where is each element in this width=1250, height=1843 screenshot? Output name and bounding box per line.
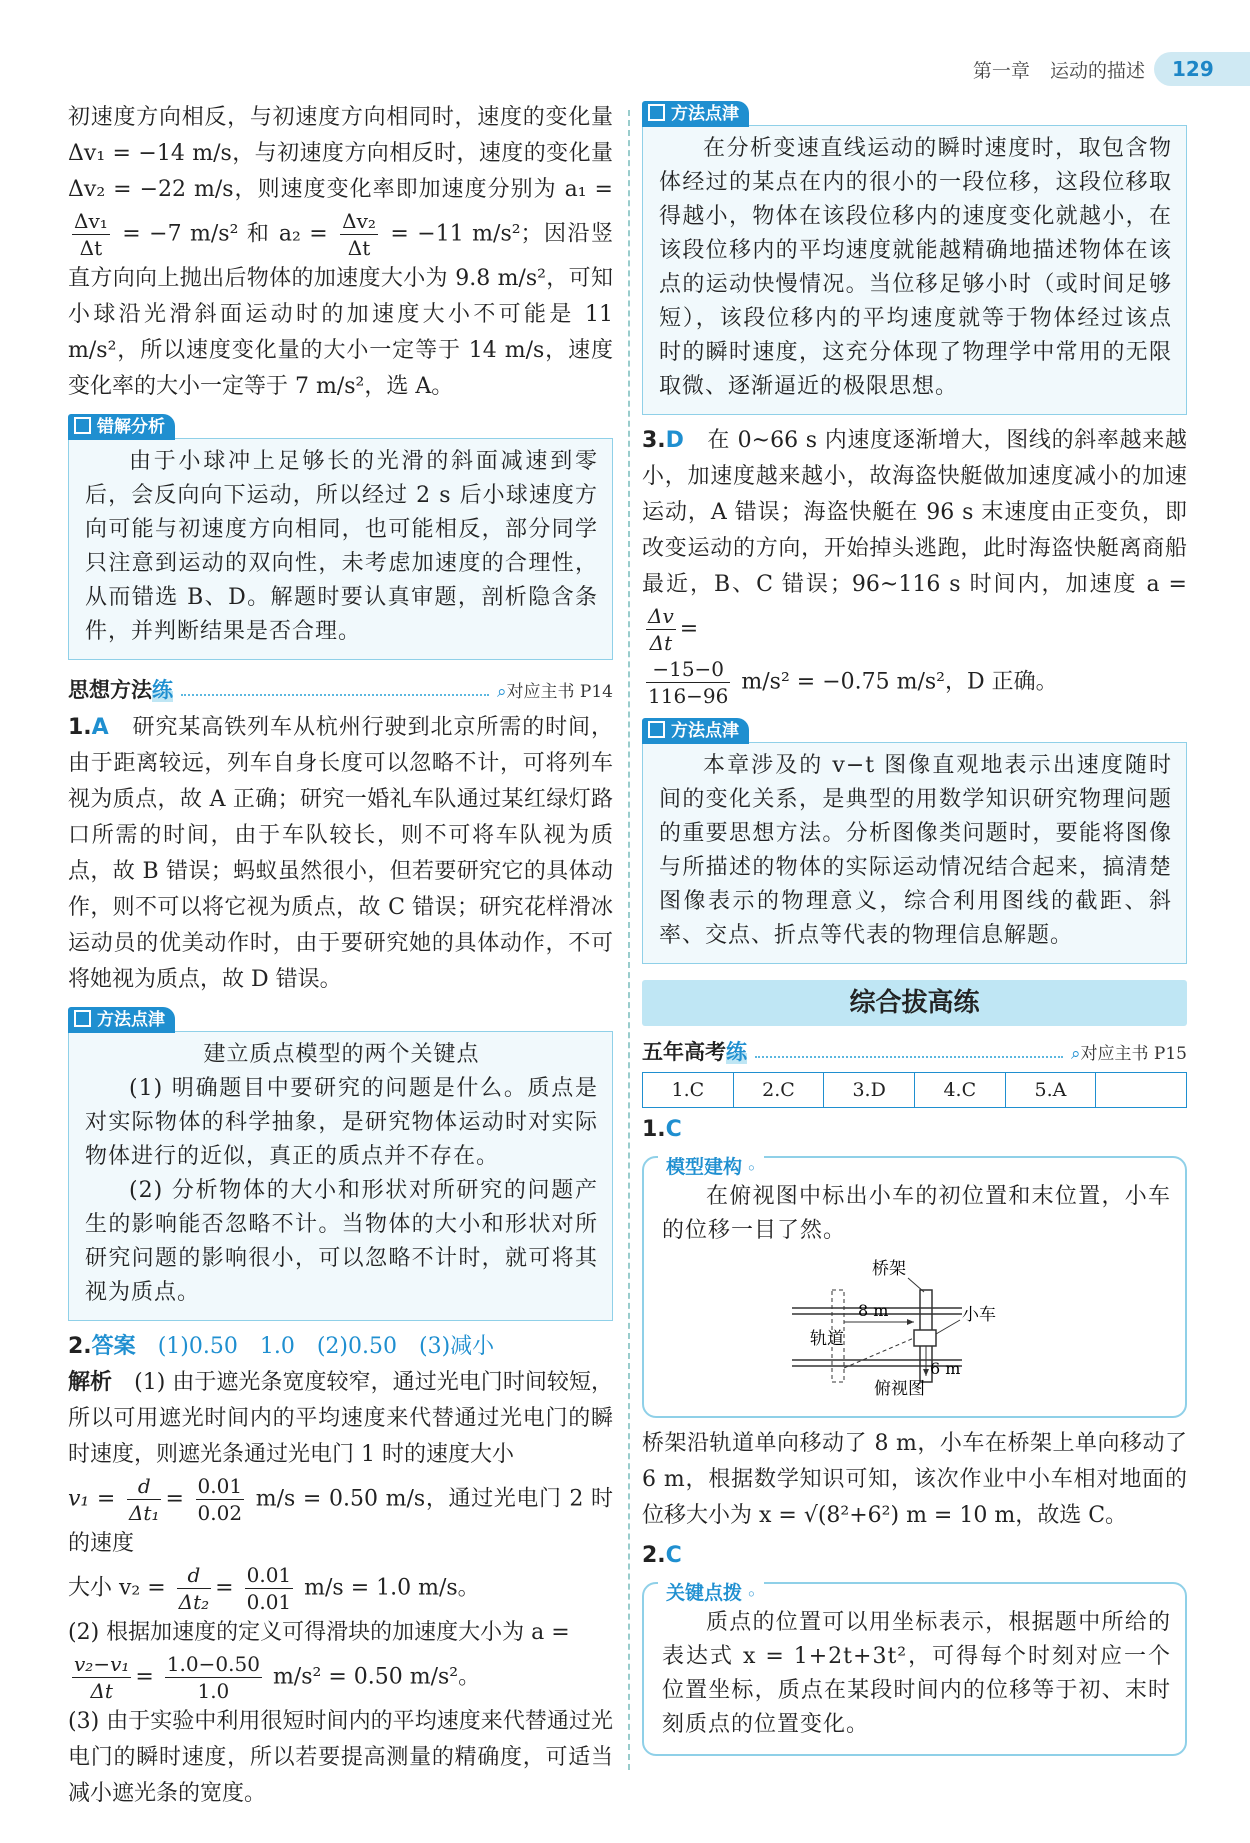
r1-text: 桥架沿轨道单向移动了 8 m，小车在桥架上单向移动了 6 m，根据数学知识可知，该次作业中小车相对地面的位移大小为 x = √(8²+6²) m = 10 m，故选 C。 xyxy=(642,1431,1187,1528)
frac-num: 0.01 xyxy=(246,1563,292,1587)
v2-rhs: m/s = 1.0 m/s。 xyxy=(304,1575,480,1601)
accel-rhs: m/s² = 0.50 m/s²。 xyxy=(272,1664,481,1690)
frac-num: v₂−v₁ xyxy=(74,1652,130,1676)
car-box xyxy=(914,1330,936,1346)
label-track: 轨道 xyxy=(810,1329,844,1349)
q2-analysis-text-3: (3) 由于实验中利用很短时间内的平均速度来代替通过光电门的瞬时速度，所以若要提高测量的精确度，可适当减小遮光条的宽度。 xyxy=(68,1709,613,1806)
section-title-accent: 练 xyxy=(152,678,173,702)
r2-answer: C xyxy=(665,1543,682,1568)
section-ref xyxy=(497,677,613,702)
section-ref-text: 对应主书 P14 xyxy=(506,681,613,702)
answer-cell xyxy=(1096,1073,1187,1108)
frac-num: −15−0 xyxy=(646,656,730,683)
r-question-1 xyxy=(642,1112,1187,1148)
answer-cell: 5.A xyxy=(1005,1073,1096,1108)
method-box xyxy=(68,1031,613,1321)
q2-analysis-1 xyxy=(68,1365,613,1473)
page-number: 129 xyxy=(1154,52,1250,86)
frac-den: Δt xyxy=(649,631,673,655)
q1-text: 研究某高铁列车从杭州行驶到北京所需的时间，由于距离较远，列车自身长度可以忽略不计，可将列车视为质点，故 A 正确；研究一婚礼车队通过某红绿灯路口所需的时间，由于车队较长，则不可将车队视为质点，故 B 错误；蚂蚁虽然很小，但若要研究它的具体动作，则不可以将它视为质点，故 C 错误；研究花样滑冰运动员的优美动作时，由于要研究她的具体动作，不可将她视为质点，故 D 错误。 xyxy=(68,715,613,992)
fraction-accel xyxy=(72,1651,131,1704)
q2-analysis-text-1: (1) 由于遮光条宽度较窄，通过光电门时间较短，所以可用遮光时间内的平均速度来代替通过光电门的瞬时速度，则遮光条通过光电门 1 时的速度大小 xyxy=(68,1370,613,1467)
q2-answer: (1)0.50 1.0 (2)0.50 (3)减小 xyxy=(157,1334,495,1359)
method-tag-label: 方法点津 xyxy=(97,1010,165,1030)
chapter-label: 第一章 xyxy=(972,60,1030,82)
frac-den: 116−96 xyxy=(648,684,729,708)
frac-num: Δv xyxy=(648,604,674,628)
frac-num: d xyxy=(177,1562,212,1589)
q1-number: 1. xyxy=(68,715,92,740)
r1-answer: C xyxy=(665,1117,682,1142)
section-ref-text: 对应主书 P15 xyxy=(1080,1043,1187,1064)
q2-a-line: $\frac{\text{v₂−v₁}}{\Delta t}$ = $\frac{1.0-0.50}{1.0}$ m/s² = 0.50 m/s²。 xyxy=(74,1652,481,1703)
error-tag-label: 错解分析 xyxy=(97,417,165,437)
answer-table xyxy=(642,1072,1187,1108)
arrow-head xyxy=(907,1319,914,1325)
answer-cell: 1.C xyxy=(643,1073,734,1108)
frac-den: 0.01 xyxy=(246,1590,292,1614)
method-box xyxy=(642,125,1187,415)
model-box xyxy=(642,1156,1187,1418)
section-title-accent: 练 xyxy=(726,1040,747,1064)
search-icon: ⌕ xyxy=(1070,1043,1081,1064)
v2-lhs: 大小 v₂ = xyxy=(68,1575,166,1601)
top-view-diagram xyxy=(662,1248,1162,1398)
r2-number: 2. xyxy=(642,1543,666,1568)
r-question-2 xyxy=(642,1538,1187,1574)
q3-number: 3. xyxy=(642,428,666,453)
book-icon xyxy=(74,1010,91,1027)
fraction-v2-value xyxy=(245,1562,294,1615)
method-note-2 xyxy=(642,100,1187,415)
intro-text-3: = −11 m/s²；因沿竖直方向向上抛出后物体的加速度大小为 9.8 m/s²，可知小球沿光滑斜面运动时的加速度大小不可能是 11 m/s²，所以速度变化量的大小一定等于 14 m/s，速度变化率的大小一定等于 7 m/s²，选 A。 xyxy=(68,221,613,399)
method-tag xyxy=(68,1007,175,1033)
q3-text: 在 0~66 s 内速度逐渐增大，图线的斜率越来越小，加速度越来越小，故海盗快艇做加速度减小的加速运动，A 错误；海盗快艇在 96 s 末速度由正变负，即改变运动的方向，开始掉头逃跑，此时海盗快艇离商船最近，B、C 错误；96~116 s 时间内，加速度 a = xyxy=(642,428,1187,597)
model-tag: 模型建构 ◦ xyxy=(658,1152,764,1179)
page-header xyxy=(920,52,1250,90)
key-text: 质点的位置可以用坐标表示，根据题中所给的表达式 x = 1+2t+3t²，可得每个时刻对应一个位置坐标，质点在某段时间内的位移等于初、末时刻质点的位置变化。 xyxy=(662,1610,1171,1737)
dotted-leader xyxy=(181,682,489,696)
dotted-leader xyxy=(755,1044,1063,1058)
q2-v2-line: 大小 v₂ = $\frac{d}{\text{Δt₂}}$ = $\frac{0.01}{0.01}$ m/s = 1.0 m/s。 xyxy=(68,1563,480,1614)
answer-cell: 3.D xyxy=(824,1073,915,1108)
r1-number: 1. xyxy=(642,1117,666,1142)
section-title-1 xyxy=(68,674,613,704)
method-point-1: (1) 明确题目中要研究的问题是什么。质点是对实际物体的科学抽象，是研究物体运动时对实际物体进行的近似，真正的质点并不存在。 xyxy=(85,1076,598,1169)
error-text: 由于小球冲上足够长的光滑的斜面减速到零后，会反向向下运动，所以经过 2 s 后小球速度方向可能与初速度方向相同，也可能相反，部分同学只注意到运动的双向性，未考虑加速度的合理性，从而错选 B、D。解题时要认真审题，剖析隐含条件，并判断结果是否合理。 xyxy=(85,449,598,644)
fraction-dv2 xyxy=(340,208,378,261)
frac-den: 1.0 xyxy=(197,1679,230,1703)
q2-answer-label: 答案 xyxy=(91,1334,136,1359)
section-title-2 xyxy=(642,1036,1187,1066)
method-tag xyxy=(642,718,749,744)
column-divider xyxy=(628,110,630,1770)
method-text: 本章涉及的 v−t 图像直观地表示出速度随时间的变化关系，是典型的用数学知识研究物理问题的重要思想方法。分析图像类问题时，要能将图像与所描述的物体的实际运动情况结合起来，搞清楚图像表示的物理意义，综合利用图线的截距、斜率、交点、折点等代表的物理信息解题。 xyxy=(659,753,1172,948)
q1-answer: A xyxy=(91,715,109,740)
method-text: 在分析变速直线运动的瞬时速度时，取包含物体经过的某点在内的很小的一段位移，这段位移取得越小，物体在该段位移内的速度变化就越小，在该段位移内的平均速度就能越精确地描述物体在该点的运动快慢情况。当位移足够小时（或时间足够短），该段位移内的平均速度就等于物体经过该点时的瞬时速度，这充分体现了物理学中常用的无限取微、逐渐逼近的极限思想。 xyxy=(659,136,1172,399)
method-tag-label: 方法点津 xyxy=(671,721,739,741)
book-icon xyxy=(648,104,665,121)
frac-num: Δv₂ xyxy=(342,209,376,233)
section-label: 运动的描述 xyxy=(1049,60,1145,82)
question-2 xyxy=(68,1329,613,1365)
error-analysis xyxy=(68,413,613,660)
method-title: 建立质点模型的两个关键点 xyxy=(203,1042,480,1067)
section-title-main: 五年高考 xyxy=(642,1040,726,1064)
fraction-dv-dt xyxy=(646,603,676,656)
question-1 xyxy=(68,710,613,998)
intro-text-1: 初速度方向相反，与初速度方向相同时，速度的变化量 Δv₁ = −14 m/s，与初速度方向相反时，速度的变化量 Δv₂ = −22 m/s，则速度变化率即加速度分别为 a₁ = xyxy=(68,105,613,202)
q2-v1-line: v₁ = $\frac{d}{\text{Δt₁}}$ = $\frac{0.01}{0.02}$ m/s = 0.50 m/s，通过光电门 2 时的速度 xyxy=(68,1474,613,1556)
frac-num: 0.01 xyxy=(197,1474,243,1498)
frac-den: 0.02 xyxy=(197,1501,243,1525)
frac-num: 1.0−0.50 xyxy=(166,1652,260,1676)
answer-cell: 2.C xyxy=(733,1073,824,1108)
leader-line xyxy=(908,1278,924,1292)
fraction-dv1 xyxy=(72,208,110,261)
q3-answer: D xyxy=(665,428,684,453)
frac-den: Δt xyxy=(90,1679,113,1703)
fraction-q3-value xyxy=(646,656,730,709)
label-car: 小车 xyxy=(962,1305,996,1325)
q2-number: 2. xyxy=(68,1334,92,1359)
error-tag xyxy=(68,414,175,440)
intro-text-2: = −7 m/s² 和 a₂ = xyxy=(122,221,328,247)
fraction-accel-value xyxy=(165,1651,262,1704)
section-banner: 综合拔高练 xyxy=(642,980,1187,1026)
method-tag xyxy=(642,101,749,127)
frac-den: Δt₂ xyxy=(178,1590,210,1614)
frac-num: Δv₁ xyxy=(74,209,108,233)
frac-den: Δt₁ xyxy=(128,1501,160,1525)
diagram-caption: 俯视图 xyxy=(874,1379,925,1398)
frac-den: Δt xyxy=(347,236,371,260)
method-box xyxy=(642,742,1187,964)
q3-end: m/s² = −0.75 m/s²，D 正确。 xyxy=(741,669,1058,695)
answer-cell: 4.C xyxy=(914,1073,1005,1108)
fraction-d-dt2 xyxy=(177,1562,212,1615)
label-6m: 6 m xyxy=(930,1359,961,1378)
section-title-main: 思想方法 xyxy=(68,678,152,702)
search-icon: ⌕ xyxy=(496,681,507,702)
method-tag-label: 方法点津 xyxy=(671,104,739,124)
error-box xyxy=(68,438,613,660)
method-point-2: (2) 分析物体的大小和形状对所研究的问题产生的影响能否忽略不计。当物体的大小和形状对所研究问题的影响很小，可以忽略不计时，就可将其视为质点。 xyxy=(85,1178,598,1305)
method-note-1 xyxy=(68,1006,613,1321)
intro-paragraph xyxy=(68,100,613,405)
left-column xyxy=(68,100,613,1812)
book-icon xyxy=(648,721,665,738)
q2-analysis-text-2: (2) 根据加速度的定义可得滑块的加速度大小为 a = xyxy=(68,1620,570,1645)
q2-analysis-label: 解析 xyxy=(68,1370,113,1395)
displacement-line xyxy=(844,1338,914,1368)
method-note-3 xyxy=(642,717,1187,964)
label-8m: 8 m xyxy=(858,1301,889,1320)
question-3: 3.D 在 0~66 s 内速度逐渐增大，图线的斜率越来越小，加速度越来越小，故海盗快艇做加速度减小的加速运动，A 错误；海盗快艇在 96 s 末速度由正变负，即改变运动的方向，开始掉头逃跑，此时海盗快艇离商船最近，B、C 错误；96~116 s 时间内，加速度 a = $\frac{\Delta v}{\Delta t}$ = xyxy=(642,428,1187,655)
v1-rhs: m/s = 0.50 m/s，通过光电门 2 时的速度 xyxy=(68,1486,613,1556)
q3-result-line xyxy=(642,656,1187,709)
model-text: 在俯视图中标出小车的初位置和末位置，小车的位移一目了然。 xyxy=(662,1184,1171,1243)
fraction-d-dt1 xyxy=(127,1473,162,1526)
book-icon xyxy=(74,417,91,434)
frac-num: d xyxy=(127,1473,162,1500)
leader-line xyxy=(936,1320,960,1334)
fraction-v1-value xyxy=(196,1473,245,1526)
label-bridge: 桥架 xyxy=(872,1259,906,1279)
right-column xyxy=(642,100,1187,1756)
key-tag: 关键点拨 ◦ xyxy=(658,1578,764,1605)
section-ref xyxy=(1071,1039,1187,1064)
frac-den: Δt xyxy=(79,236,103,260)
header-text xyxy=(959,56,1145,83)
v1-lhs: v₁ = xyxy=(68,1486,116,1512)
arrow-head xyxy=(923,1369,929,1376)
key-box xyxy=(642,1582,1187,1756)
